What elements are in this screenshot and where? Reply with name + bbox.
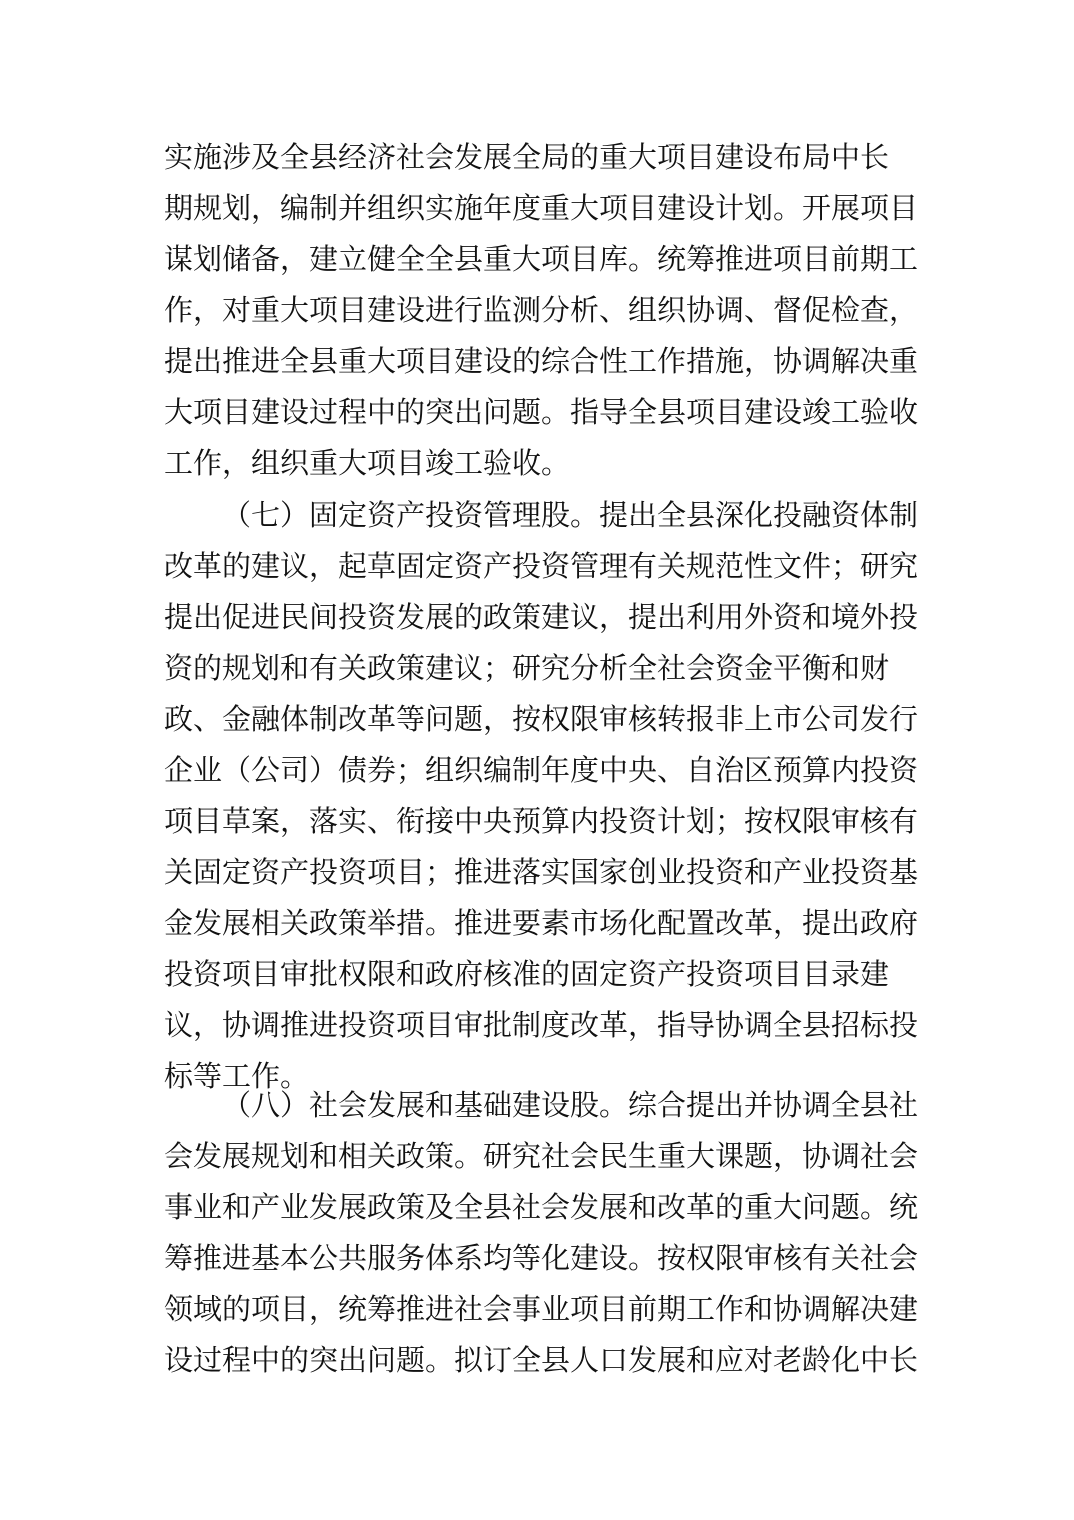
paragraph-line: 政、金融体制改革等问题，按权限审核转报非上市公司发行 bbox=[164, 702, 919, 736]
paragraph-line: 关固定资产投资项目；推进落实国家创业投资和产业投资基 bbox=[164, 855, 919, 889]
paragraph-line: 标等工作。 bbox=[164, 1059, 310, 1093]
paragraph-line: 项目草案，落实、衔接中央预算内投资计划；按权限审核有 bbox=[164, 804, 919, 838]
paragraph-line: 谋划储备，建立健全全县重大项目库。统筹推进项目前期工 bbox=[164, 242, 919, 276]
paragraph-line: 领域的项目，统筹推进社会事业项目前期工作和协调解决建 bbox=[164, 1292, 919, 1326]
paragraph-line: 期规划，编制并组织实施年度重大项目建设计划。开展项目 bbox=[164, 191, 919, 225]
paragraph-line: 会发展规划和相关政策。研究社会民生重大课题，协调社会 bbox=[164, 1139, 919, 1173]
paragraph-line: 企业（公司）债券；组织编制年度中央、自治区预算内投资 bbox=[164, 753, 919, 787]
paragraph-project-planning bbox=[164, 132, 924, 489]
paragraph-line: 设过程中的突出问题。拟订全县人口发展和应对老龄化中长 bbox=[164, 1343, 919, 1377]
paragraph-line: 投资项目审批权限和政府核准的固定资产投资项目目录建 bbox=[164, 957, 890, 991]
paragraph-line: 工作，组织重大项目竣工验收。 bbox=[164, 446, 571, 480]
paragraph-line: 作，对重大项目建设进行监测分析、组织协调、督促检查， bbox=[164, 293, 919, 327]
paragraph-line: 筹推进基本公共服务体系均等化建设。按权限审核有关社会 bbox=[164, 1241, 919, 1275]
paragraph-line: 提出推进全县重大项目建设的综合性工作措施，协调解决重 bbox=[164, 344, 919, 378]
paragraph-line: （七）固定资产投资管理股。提出全县深化投融资体制 bbox=[222, 498, 919, 532]
paragraph-line: 实施涉及全县经济社会发展全局的重大项目建设布局中长 bbox=[164, 140, 890, 174]
paragraph-line: 资的规划和有关政策建议；研究分析全社会资金平衡和财 bbox=[164, 651, 890, 685]
paragraph-line: 改革的建议，起草固定资产投资管理有关规范性文件；研究 bbox=[164, 549, 919, 583]
paragraph-line: 议，协调推进投资项目审批制度改革，指导协调全县招标投 bbox=[164, 1008, 919, 1042]
paragraph-line: （八）社会发展和基础建设股。综合提出并协调全县社 bbox=[222, 1088, 919, 1122]
paragraph-line: 金发展相关政策举措。推进要素市场化配置改革，提出政府 bbox=[164, 906, 919, 940]
paragraph-line: 提出促进民间投资发展的政策建议，提出利用外资和境外投 bbox=[164, 600, 919, 634]
paragraph-line: 事业和产业发展政策及全县社会发展和改革的重大问题。统 bbox=[164, 1190, 919, 1224]
paragraph-social-development bbox=[164, 1080, 924, 1386]
paragraph-line: 大项目建设过程中的突出问题。指导全县项目建设竣工验收 bbox=[164, 395, 919, 429]
paragraph-fixed-asset-investment bbox=[164, 490, 924, 1102]
